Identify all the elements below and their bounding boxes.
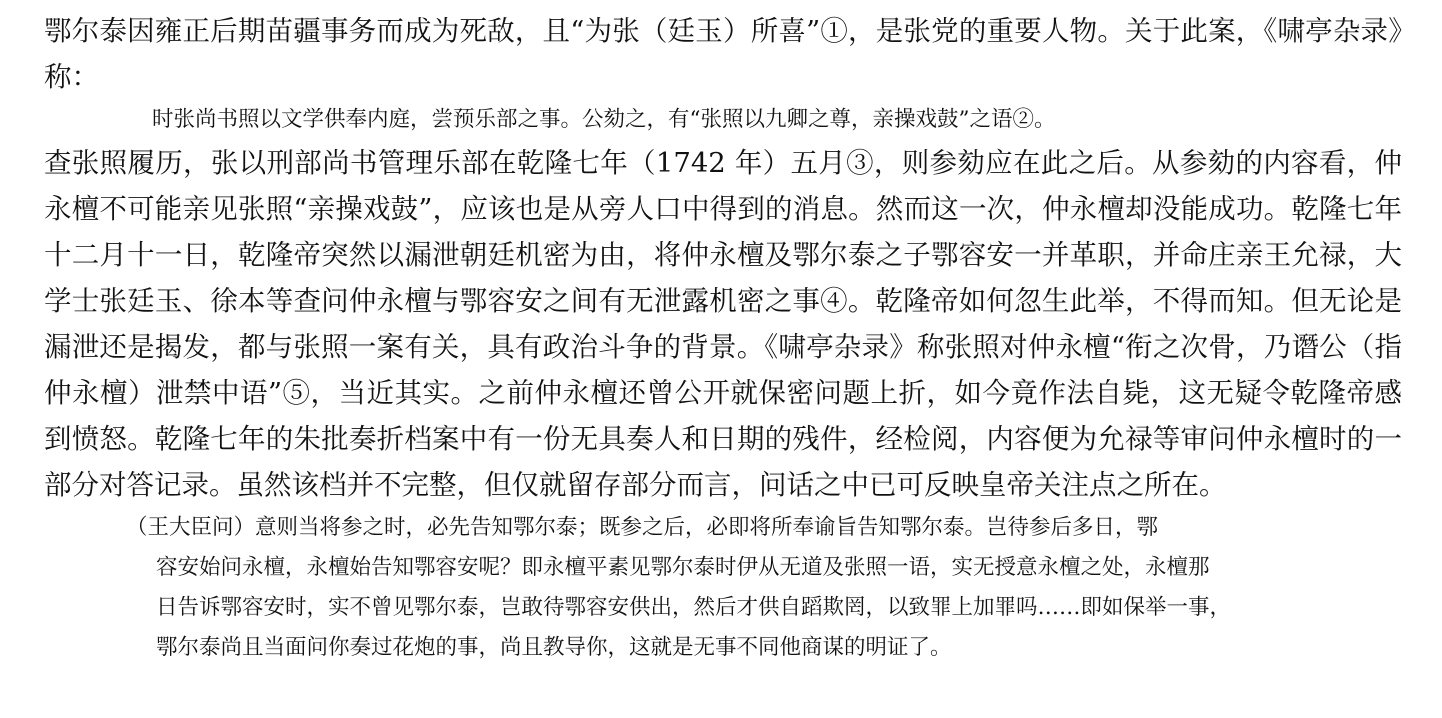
paragraph-1: 鄂尔泰因雍正后期苗疆事务而成为死敌，且“为张（廷玉）所喜”①，是张党的重要人物。关于此案，《啸亭杂录》称： [44, 15, 1402, 93]
paragraph-2: 查张照履历，张以刑部尚书管理乐部在乾隆七年（1742 年）五月③，则参劾应在此之后。从参劾的内容看，仲永檀不可能亲见张照“亲操戏鼓”，应该也是从旁人口中得到的消息。然而这一次，仲永檀却没能成功。乾隆七年十二月十一日，乾隆帝突然以漏泄朝廷机密为由，将仲永檀及鄂尔泰之子鄂容安一并革职，并命庄亲王允禄，大学士张廷玉、徐本等查问仲永檀与鄂容安之间有无泄露机密之事④。乾隆帝如何忽生此举，不得而知。但无论是漏泄还是揭发，都与张照一案有关，具有政治斗争的背景。《啸亭杂录》称张照对仲永檀“衔之次骨，乃谮公（指仲永檀）泄禁中语”⑤，当近其实。之前仲永檀还曾公开就保密问题上折，如今竟作法自毙，这无疑令乾隆帝感到愤怒。乾隆七年的朱批奏折档案中有一份无具奏人和日期的残件，经检阅，内容便为允禄等审问仲永檀时的一部分对答记录。虽然该档并不完整，但仅就留存部分而言，问话之中已可反映皇帝关注点之所在。 [44, 147, 1402, 501]
block-quote-1: 时张尚书照以文学供奉内庭，尝预乐部之事。公劾之，有“张照以九卿之尊，亲操戏鼓”之语②。 [152, 107, 1056, 132]
block-quote-2-line-2: 容安始问永檀，永檀始告知鄂容安呢？即永檀平素见鄂尔泰时伊从无道及张照一语，实无授意永檀之处，永檀那 [156, 555, 1210, 580]
block-quote-2-line-1: （王大臣问）意则当将参之时，必先告知鄂尔泰；既参之后，必即将所奉谕旨告知鄂尔泰。岂待参后多日，鄂 [126, 515, 1159, 540]
block-quote-2-line-4: 鄂尔泰尚且当面问你奏过花炮的事，尚且教导你，这就是无事不同他商谋的明证了。 [156, 635, 952, 660]
block-quote-2-line-3: 日告诉鄂容安时，实不曾见鄂尔泰，岂敢待鄂容安供出，然后才供自蹈欺罔，以致罪上加罪吗……即如保举一事， [156, 595, 1232, 620]
